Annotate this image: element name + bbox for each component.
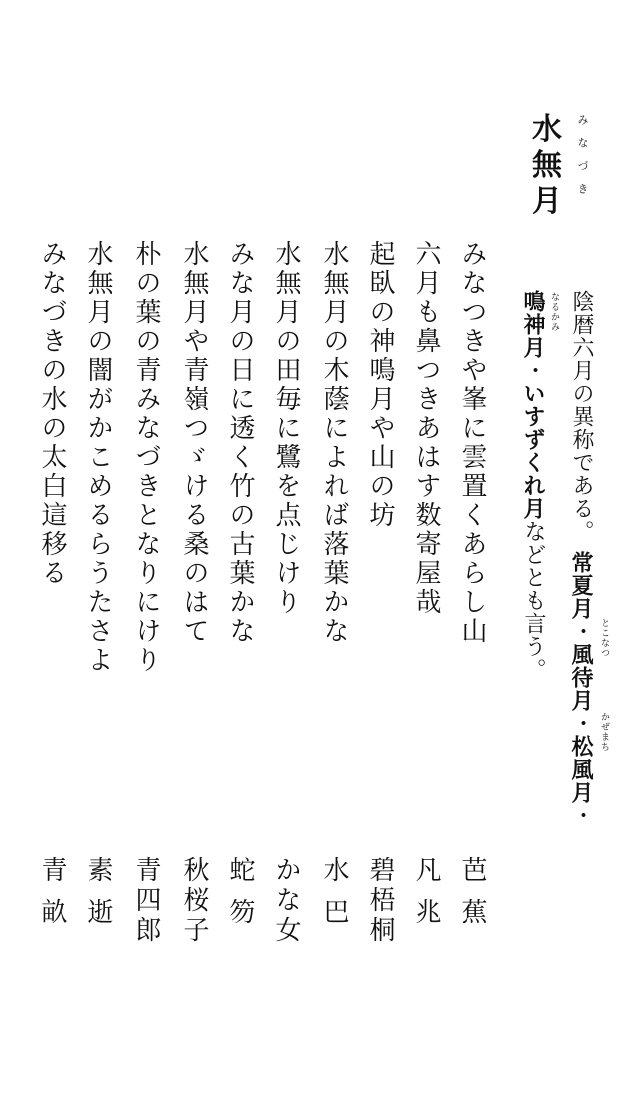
haiku-author: 凡 兆 — [411, 856, 441, 929]
haiku-author: 水 巴 — [319, 856, 349, 929]
intro-line-1 — [566, 290, 597, 827]
haiku-author: 青 畝 — [37, 856, 67, 929]
haiku-line: 起臥の神鳴月や山の坊 — [365, 240, 395, 530]
haiku-line: みな月の日に透く竹の古葉かな — [225, 240, 255, 646]
haiku-line: 六月も鼻つきあはす数寄屋哉 — [411, 240, 441, 617]
intro-sep: ・ — [569, 620, 594, 643]
intro-text: 陰暦六月の異称である。 — [569, 290, 594, 543]
intro-term: 鳴神月 — [520, 290, 546, 359]
intro-term: 風待月 — [568, 643, 594, 712]
haiku-author: 蛇 笏 — [225, 856, 255, 929]
title-char: 水 — [532, 112, 562, 147]
intro-term: 常夏月 — [568, 551, 594, 620]
haiku-line: 水無月の木蔭によれば落葉かな — [319, 240, 349, 646]
haiku-line: 水無月の闇がかこめるらうたさよ — [83, 240, 113, 675]
title-ruby: みなづき — [576, 114, 589, 206]
ruby-kazemachi: かぜまち — [599, 712, 609, 752]
intro-text: などとも言う。 — [521, 520, 546, 681]
ruby-narukami: なるかみ — [549, 292, 559, 332]
haiku-line: 水無月や青嶺つゞける桑のはて — [179, 240, 209, 646]
title-char: 月 — [532, 184, 562, 219]
intro-sep: ・ — [521, 359, 546, 382]
intro-line-2 — [518, 290, 549, 681]
haiku-line: 水無月の田毎に鷺を点じけり — [271, 240, 301, 617]
page-title — [532, 112, 562, 220]
haiku-line: みなづきの水の太白這移る — [37, 240, 67, 588]
haiku-author: かな女 — [271, 856, 301, 946]
intro-sep: ・ — [569, 712, 594, 735]
ruby-tokonatsu: とこなつ — [599, 618, 609, 658]
haiku-author: 秋桜子 — [179, 856, 209, 946]
haiku-author: 青四郎 — [131, 856, 161, 946]
haiku-author: 素 逝 — [83, 856, 113, 929]
intro-sep: ・ — [569, 804, 594, 827]
haiku-author: 芭 蕉 — [457, 856, 487, 929]
haiku-author: 碧梧桐 — [365, 856, 395, 946]
haiku-line: 朴の葉の青みなづきとなりにけり — [131, 240, 161, 675]
title-char: 無 — [532, 148, 562, 183]
intro-term: 松風月 — [568, 735, 594, 804]
intro-term: いすずくれ月 — [520, 382, 546, 520]
haiku-line: みなつきや峯に雲置くあらし山 — [457, 240, 487, 646]
